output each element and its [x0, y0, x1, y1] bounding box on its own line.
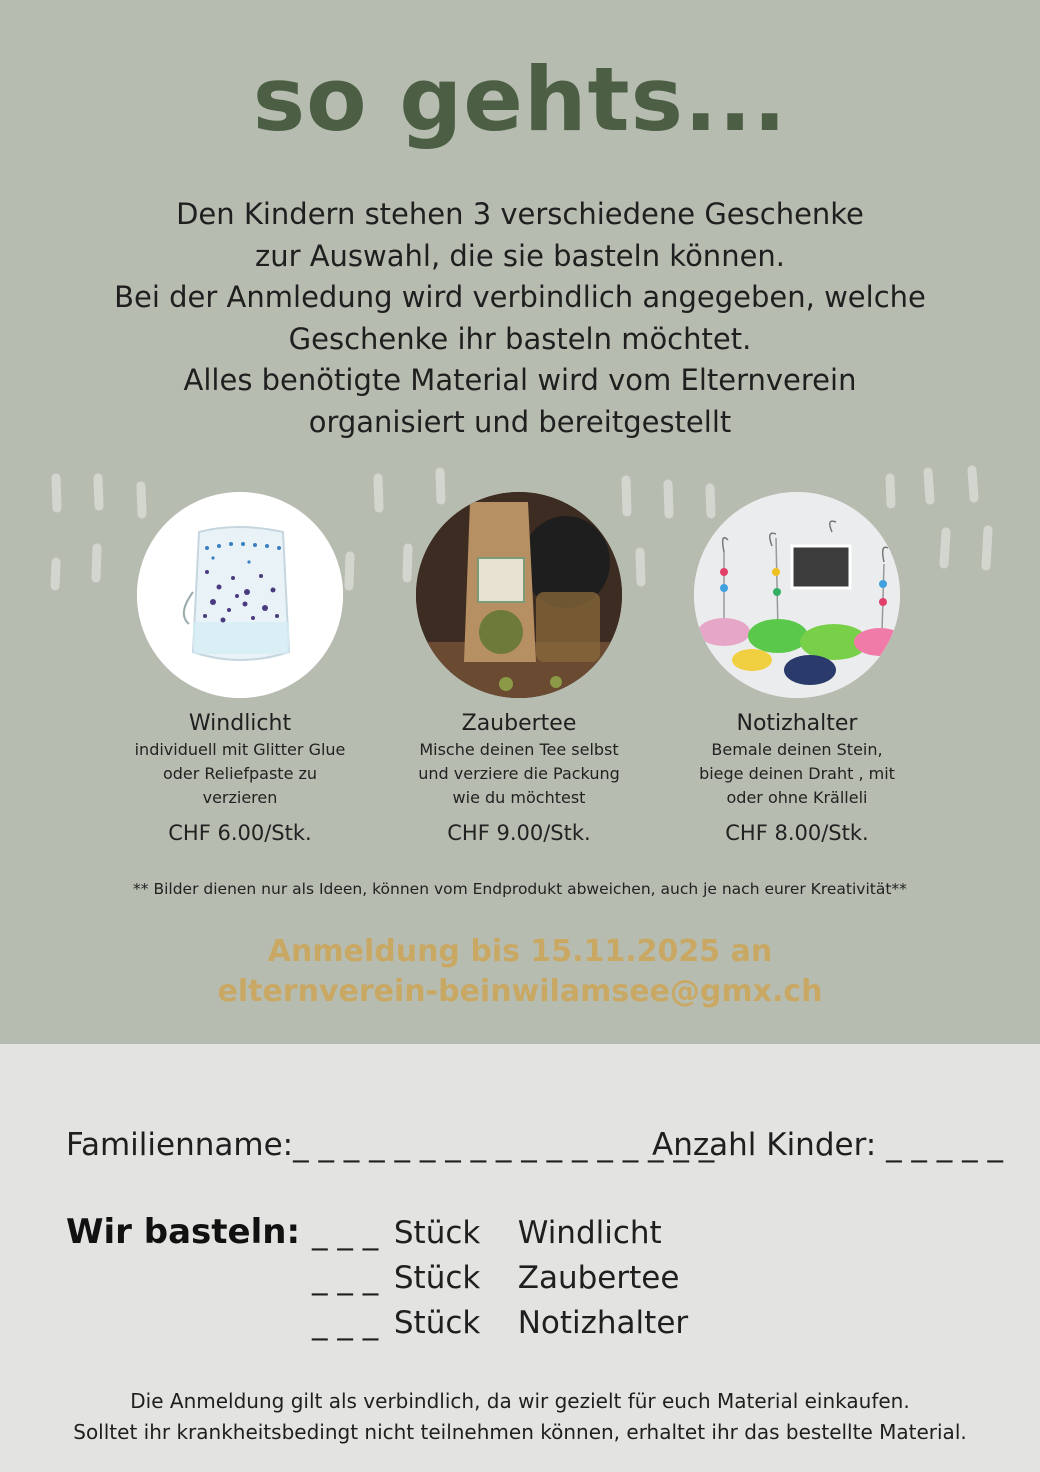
gift-name: Zaubertee	[461, 711, 577, 736]
notizhalter-image	[694, 492, 900, 698]
intro-line: Geschenke ihr basteln möchtet.	[288, 321, 752, 356]
intro-line: Den Kindern stehen 3 verschiedene Geschenke	[176, 197, 864, 231]
gift-price: CHF 9.00/Stk.	[447, 821, 591, 845]
unit-label: Stück	[393, 1260, 481, 1296]
windlicht-image	[137, 492, 343, 698]
intro-line: Bei der Anmledung wird verbindlich angegeben, welche	[114, 280, 926, 315]
gift-description-line: wie du möchtest	[452, 788, 586, 807]
registration-email[interactable]: elternverein-beinwilamsee@gmx.ch	[217, 974, 823, 1009]
gift-price: CHF 6.00/Stk.	[168, 821, 312, 845]
order-item-label: Windlicht	[517, 1215, 662, 1251]
intro-line: zur Auswahl, die sie basteln können.	[254, 238, 786, 273]
order-row-notizhalter	[312, 1305, 688, 1341]
gift-option-windlicht	[110, 710, 370, 845]
registration-deadline-text: Anmeldung bis 15.11.2025 an	[267, 934, 773, 969]
image-disclaimer: ** Bilder dienen nur als Ideen, können vom Endprodukt abweichen, auch je nach eurer Kreativität**	[133, 880, 907, 898]
footer-line: Solltet ihr krankheitsbedingt nicht teilnehmen können, erhaltet ihr das bestellte Material.	[73, 1420, 967, 1444]
registration-deadline	[0, 932, 1040, 1012]
family-name-field[interactable]: Familienname:_ _ _ _ _ _ _ _ _ _ _ _ _ _ _ _ _	[66, 1127, 715, 1163]
unit-label: Stück	[393, 1215, 481, 1251]
gift-description-line: Mische deinen Tee selbst	[419, 740, 619, 759]
footer-notice	[0, 1386, 1040, 1448]
quantity-blank[interactable]: _ _ _	[312, 1215, 379, 1251]
gift-description-line: oder Reliefpaste zu	[162, 764, 318, 783]
gift-option-zaubertee	[389, 710, 649, 845]
gift-name: Notizhalter	[736, 711, 858, 736]
zaubertee-image	[416, 492, 622, 698]
order-row-windlicht	[312, 1215, 662, 1251]
number-of-children-field[interactable]: Anzahl Kinder: _ _ _ _ _	[652, 1127, 1003, 1163]
gift-option-notizhalter	[667, 710, 927, 845]
intro-text	[80, 194, 960, 444]
gift-description-line: verzieren	[202, 788, 278, 807]
gift-description-line: biege deinen Draht , mit	[699, 764, 895, 783]
wir-basteln-heading: Wir basteln:	[66, 1212, 301, 1252]
quantity-blank[interactable]: _ _ _	[312, 1260, 379, 1296]
intro-line: organisiert und bereitgestellt	[308, 404, 732, 439]
gift-price: CHF 8.00/Stk.	[725, 821, 869, 845]
gift-description-line: Bemale deinen Stein,	[711, 740, 883, 759]
page-title: so gehts...	[252, 48, 788, 151]
quantity-blank[interactable]: _ _ _	[312, 1305, 379, 1341]
footer-line: Die Anmeldung gilt als verbindlich, da wir gezielt für euch Material einkaufen.	[130, 1389, 910, 1413]
gift-description-line: und verziere die Packung	[418, 764, 620, 783]
order-item-label: Notizhalter	[517, 1305, 689, 1341]
gift-name: Windlicht	[188, 711, 292, 736]
gift-description-line: oder ohne Krälleli	[726, 788, 868, 807]
order-item-label: Zaubertee	[517, 1260, 680, 1296]
unit-label: Stück	[393, 1305, 481, 1341]
intro-line: Alles benötigte Material wird vom Elternverein	[183, 363, 857, 398]
gift-description-line: individuell mit Glitter Glue	[134, 740, 346, 759]
order-row-zaubertee	[312, 1260, 679, 1296]
